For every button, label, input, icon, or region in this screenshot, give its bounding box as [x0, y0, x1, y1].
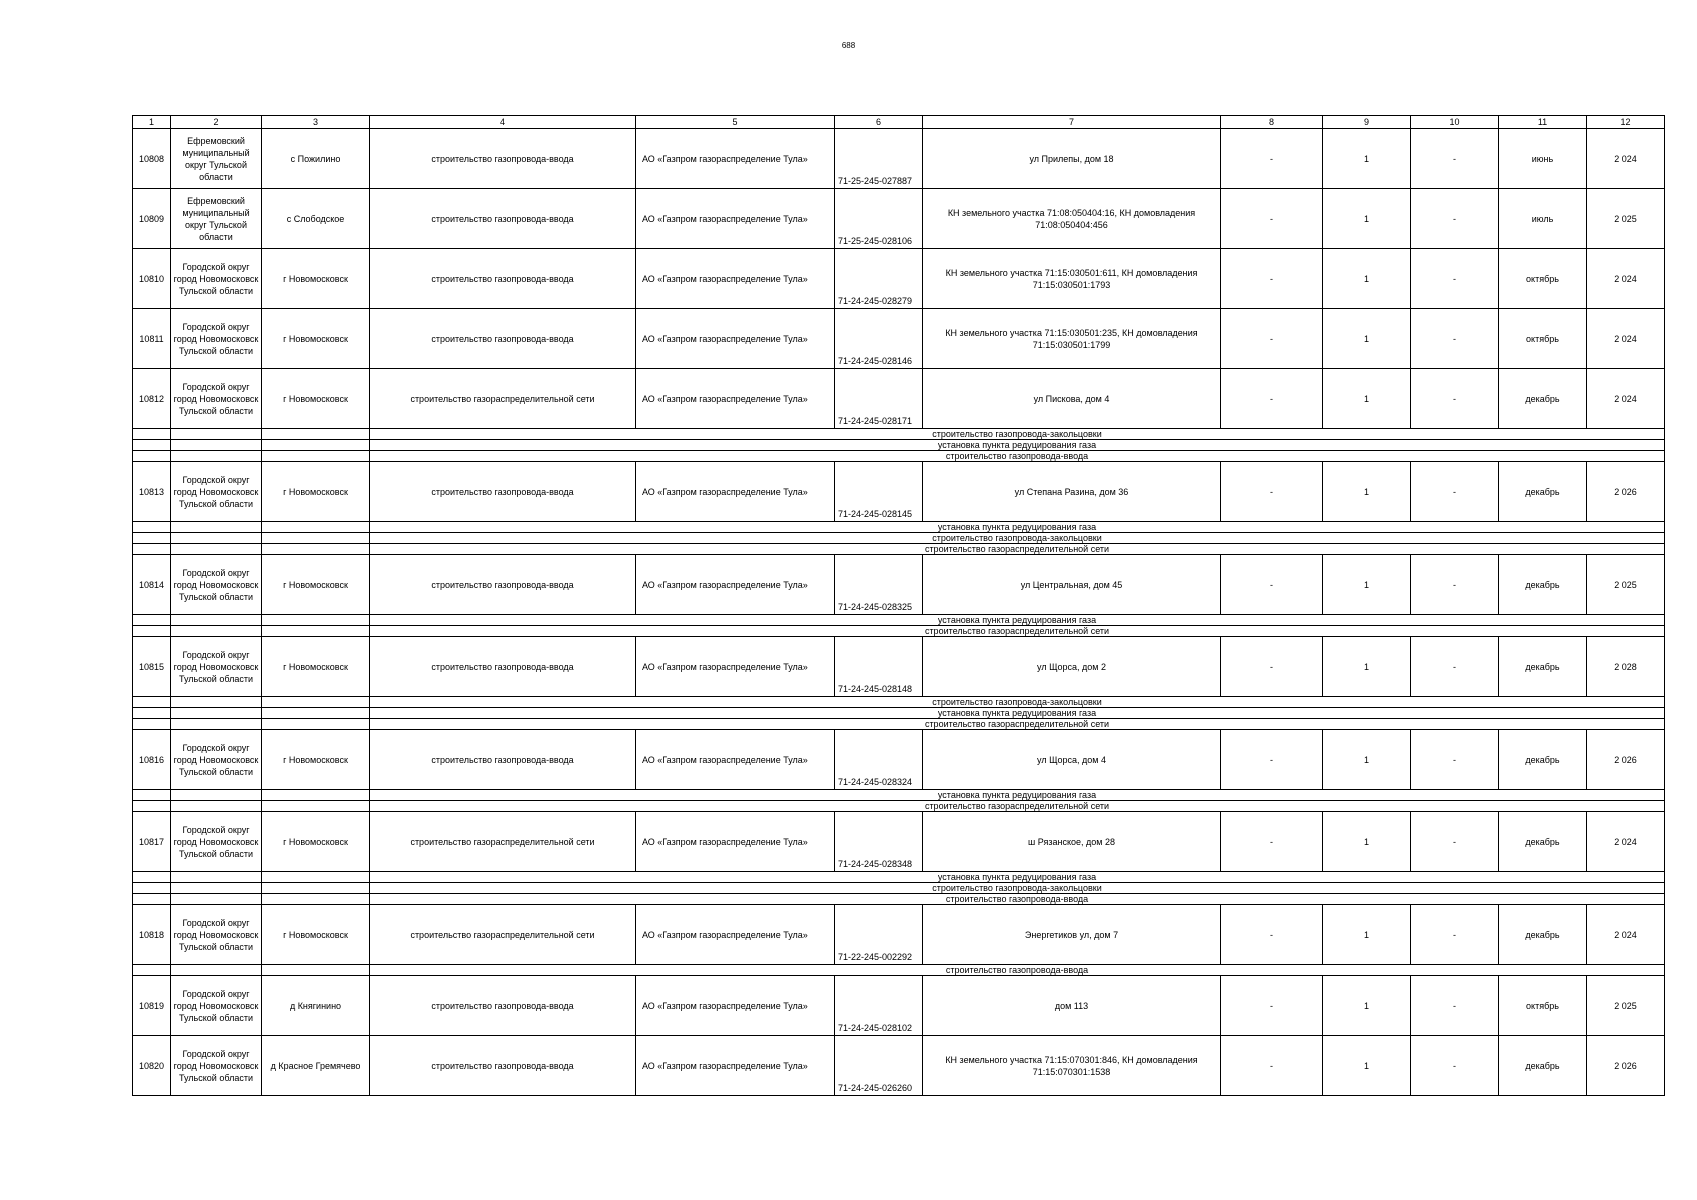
- sub-row: [133, 429, 1665, 440]
- object-code-cell: 71-24-245-028146: [835, 309, 923, 369]
- object-code-cell: 71-24-245-028102: [835, 976, 923, 1036]
- col10-cell: -: [1411, 555, 1499, 615]
- col9-cell: 1: [1323, 189, 1411, 249]
- sub-row-empty-cell: [262, 790, 370, 801]
- col9-cell: 1: [1323, 462, 1411, 522]
- month-cell: октябрь: [1499, 249, 1587, 309]
- locality-cell: г Новомосковск: [262, 555, 370, 615]
- object-code-cell: 71-24-245-028324: [835, 730, 923, 790]
- sub-work-type: установка пункта редуцирования газа: [370, 440, 1665, 451]
- year-cell: 2 026: [1587, 730, 1665, 790]
- address-cell: ул Пискова, дом 4: [923, 369, 1221, 429]
- sub-row: [133, 615, 1665, 626]
- sub-row: [133, 451, 1665, 462]
- address-cell: КН земельного участка 71:15:070301:846, КН домовладения 71:15:070301:1538: [923, 1036, 1221, 1096]
- object-code-cell: 71-25-245-027887: [835, 129, 923, 189]
- work-type-cell: строительство газопровода-ввода: [370, 1036, 636, 1096]
- locality-cell: г Новомосковск: [262, 462, 370, 522]
- work-type-cell: строительство газопровода-ввода: [370, 637, 636, 697]
- col9-cell: 1: [1323, 369, 1411, 429]
- row-number-cell: 10813: [133, 462, 171, 522]
- organization-cell: АО «Газпром газораспределение Тула»: [636, 730, 835, 790]
- sub-row-empty-cell: [171, 697, 262, 708]
- municipality-cell: Городской округ город Новомосковск Тульской области: [171, 730, 262, 790]
- sub-row-empty-cell: [171, 429, 262, 440]
- sub-row-empty-cell: [171, 522, 262, 533]
- year-cell: 2 028: [1587, 637, 1665, 697]
- locality-cell: г Новомосковск: [262, 637, 370, 697]
- col9-cell: 1: [1323, 309, 1411, 369]
- row-number-cell: 10808: [133, 129, 171, 189]
- sub-row-empty-cell: [133, 883, 171, 894]
- organization-cell: АО «Газпром газораспределение Тула»: [636, 812, 835, 872]
- column-header: 9: [1323, 116, 1411, 129]
- col10-cell: -: [1411, 249, 1499, 309]
- column-header: 5: [636, 116, 835, 129]
- sub-work-type: строительство газораспределительной сети: [370, 801, 1665, 812]
- work-type-cell: строительство газопровода-ввода: [370, 976, 636, 1036]
- sub-row: [133, 544, 1665, 555]
- year-cell: 2 024: [1587, 369, 1665, 429]
- table-row: [133, 812, 1665, 872]
- organization-cell: АО «Газпром газораспределение Тула»: [636, 369, 835, 429]
- column-header: 11: [1499, 116, 1587, 129]
- sub-row: [133, 533, 1665, 544]
- municipality-cell: Городской округ город Новомосковск Тульской области: [171, 309, 262, 369]
- address-cell: ул Прилепы, дом 18: [923, 129, 1221, 189]
- col10-cell: -: [1411, 812, 1499, 872]
- table-row: [133, 129, 1665, 189]
- year-cell: 2 024: [1587, 905, 1665, 965]
- col10-cell: -: [1411, 309, 1499, 369]
- year-cell: 2 026: [1587, 1036, 1665, 1096]
- sub-row-empty-cell: [133, 790, 171, 801]
- column-header: 1: [133, 116, 171, 129]
- work-type-cell: строительство газопровода-ввода: [370, 189, 636, 249]
- organization-cell: АО «Газпром газораспределение Тула»: [636, 905, 835, 965]
- col8-cell: -: [1221, 369, 1323, 429]
- row-number-cell: 10816: [133, 730, 171, 790]
- row-number-cell: 10809: [133, 189, 171, 249]
- sub-work-type: строительство газораспределительной сети: [370, 626, 1665, 637]
- sub-row-empty-cell: [262, 429, 370, 440]
- work-type-cell: строительство газопровода-ввода: [370, 730, 636, 790]
- organization-cell: АО «Газпром газораспределение Тула»: [636, 976, 835, 1036]
- row-number-cell: 10811: [133, 309, 171, 369]
- col8-cell: -: [1221, 309, 1323, 369]
- object-code-cell: 71-22-245-002292: [835, 905, 923, 965]
- col8-cell: -: [1221, 129, 1323, 189]
- sub-row-empty-cell: [133, 965, 171, 976]
- column-header: 6: [835, 116, 923, 129]
- sub-row-empty-cell: [133, 708, 171, 719]
- row-number-cell: 10812: [133, 369, 171, 429]
- col9-cell: 1: [1323, 730, 1411, 790]
- object-code-cell: 71-24-245-028279: [835, 249, 923, 309]
- month-cell: октябрь: [1499, 976, 1587, 1036]
- sub-row-empty-cell: [262, 451, 370, 462]
- municipality-cell: Ефремовский муниципальный округ Тульской области: [171, 189, 262, 249]
- locality-cell: г Новомосковск: [262, 812, 370, 872]
- month-cell: октябрь: [1499, 309, 1587, 369]
- sub-row-empty-cell: [133, 872, 171, 883]
- sub-work-type: строительство газопровода-ввода: [370, 965, 1665, 976]
- work-type-cell: строительство газопровода-ввода: [370, 249, 636, 309]
- municipality-cell: Ефремовский муниципальный округ Тульской области: [171, 129, 262, 189]
- row-number-cell: 10818: [133, 905, 171, 965]
- col8-cell: -: [1221, 637, 1323, 697]
- sub-work-type: строительство газопровода-закольцовки: [370, 883, 1665, 894]
- month-cell: декабрь: [1499, 462, 1587, 522]
- locality-cell: г Новомосковск: [262, 905, 370, 965]
- sub-row: [133, 440, 1665, 451]
- col8-cell: -: [1221, 249, 1323, 309]
- municipality-cell: Городской округ город Новомосковск Тульской области: [171, 976, 262, 1036]
- table-row: [133, 249, 1665, 309]
- table-row: [133, 462, 1665, 522]
- sub-row-empty-cell: [262, 872, 370, 883]
- locality-cell: г Новомосковск: [262, 369, 370, 429]
- sub-work-type: установка пункта редуцирования газа: [370, 790, 1665, 801]
- col8-cell: -: [1221, 730, 1323, 790]
- col9-cell: 1: [1323, 976, 1411, 1036]
- sub-row-empty-cell: [171, 440, 262, 451]
- sub-row-empty-cell: [133, 522, 171, 533]
- sub-row-empty-cell: [262, 440, 370, 451]
- sub-row-empty-cell: [262, 708, 370, 719]
- object-code-cell: 71-24-245-028171: [835, 369, 923, 429]
- sub-row-empty-cell: [133, 697, 171, 708]
- registry-table: [132, 115, 1665, 1096]
- object-code-cell: 71-24-245-028348: [835, 812, 923, 872]
- table-row: [133, 369, 1665, 429]
- sub-row-empty-cell: [262, 615, 370, 626]
- col10-cell: -: [1411, 369, 1499, 429]
- table-row: [133, 905, 1665, 965]
- sub-row-empty-cell: [171, 615, 262, 626]
- month-cell: декабрь: [1499, 555, 1587, 615]
- municipality-cell: Городской округ город Новомосковск Тульской области: [171, 555, 262, 615]
- col10-cell: -: [1411, 129, 1499, 189]
- sub-row-empty-cell: [171, 965, 262, 976]
- sub-row: [133, 522, 1665, 533]
- column-header: 4: [370, 116, 636, 129]
- locality-cell: г Новомосковск: [262, 309, 370, 369]
- locality-cell: д Красное Гремячево: [262, 1036, 370, 1096]
- municipality-cell: Городской округ город Новомосковск Тульской области: [171, 812, 262, 872]
- sub-row-empty-cell: [171, 544, 262, 555]
- address-cell: дом 113: [923, 976, 1221, 1036]
- sub-row-empty-cell: [171, 626, 262, 637]
- row-number-cell: 10817: [133, 812, 171, 872]
- object-code-cell: 71-24-245-028145: [835, 462, 923, 522]
- sub-work-type: строительство газопровода-закольцовки: [370, 533, 1665, 544]
- organization-cell: АО «Газпром газораспределение Тула»: [636, 249, 835, 309]
- sub-row-empty-cell: [133, 894, 171, 905]
- address-cell: ул Центральная, дом 45: [923, 555, 1221, 615]
- organization-cell: АО «Газпром газораспределение Тула»: [636, 1036, 835, 1096]
- sub-row: [133, 697, 1665, 708]
- sub-row-empty-cell: [262, 801, 370, 812]
- sub-row-empty-cell: [133, 533, 171, 544]
- sub-row-empty-cell: [171, 883, 262, 894]
- sub-work-type: строительство газопровода-ввода: [370, 451, 1665, 462]
- sub-row-empty-cell: [133, 544, 171, 555]
- col8-cell: -: [1221, 905, 1323, 965]
- sub-row-empty-cell: [133, 440, 171, 451]
- col8-cell: -: [1221, 1036, 1323, 1096]
- column-header: 3: [262, 116, 370, 129]
- col10-cell: -: [1411, 637, 1499, 697]
- sub-row-empty-cell: [133, 429, 171, 440]
- table-row: [133, 1036, 1665, 1096]
- municipality-cell: Городской округ город Новомосковск Тульской области: [171, 462, 262, 522]
- work-type-cell: строительство газораспределительной сети: [370, 812, 636, 872]
- object-code-cell: 71-24-245-026260: [835, 1036, 923, 1096]
- sub-row-empty-cell: [171, 708, 262, 719]
- sub-work-type: строительство газопровода-закольцовки: [370, 429, 1665, 440]
- sub-row-empty-cell: [262, 719, 370, 730]
- work-type-cell: строительство газопровода-ввода: [370, 309, 636, 369]
- municipality-cell: Городской округ город Новомосковск Тульской области: [171, 1036, 262, 1096]
- table-row: [133, 309, 1665, 369]
- address-cell: КН земельного участка 71:15:030501:235, КН домовладения 71:15:030501:1799: [923, 309, 1221, 369]
- sub-row-empty-cell: [171, 894, 262, 905]
- locality-cell: г Новомосковск: [262, 730, 370, 790]
- table-row: [133, 730, 1665, 790]
- address-cell: ул Степана Разина, дом 36: [923, 462, 1221, 522]
- col8-cell: -: [1221, 189, 1323, 249]
- sub-row-empty-cell: [133, 615, 171, 626]
- year-cell: 2 024: [1587, 309, 1665, 369]
- sub-row-empty-cell: [262, 883, 370, 894]
- sub-row: [133, 790, 1665, 801]
- sub-row-empty-cell: [262, 894, 370, 905]
- object-code-cell: 71-24-245-028325: [835, 555, 923, 615]
- address-cell: Энергетиков ул, дом 7: [923, 905, 1221, 965]
- sub-row: [133, 872, 1665, 883]
- month-cell: декабрь: [1499, 1036, 1587, 1096]
- col10-cell: -: [1411, 462, 1499, 522]
- col10-cell: -: [1411, 905, 1499, 965]
- work-type-cell: строительство газопровода-ввода: [370, 129, 636, 189]
- col10-cell: -: [1411, 730, 1499, 790]
- work-type-cell: строительство газораспределительной сети: [370, 369, 636, 429]
- sub-row: [133, 965, 1665, 976]
- row-number-cell: 10810: [133, 249, 171, 309]
- sub-row: [133, 719, 1665, 730]
- sub-work-type: установка пункта редуцирования газа: [370, 872, 1665, 883]
- col8-cell: -: [1221, 976, 1323, 1036]
- sub-row-empty-cell: [262, 522, 370, 533]
- sub-row: [133, 801, 1665, 812]
- sub-row-empty-cell: [133, 451, 171, 462]
- col8-cell: -: [1221, 555, 1323, 615]
- row-number-cell: 10814: [133, 555, 171, 615]
- sub-work-type: строительство газораспределительной сети: [370, 544, 1665, 555]
- sub-row-empty-cell: [171, 790, 262, 801]
- organization-cell: АО «Газпром газораспределение Тула»: [636, 189, 835, 249]
- year-cell: 2 025: [1587, 189, 1665, 249]
- organization-cell: АО «Газпром газораспределение Тула»: [636, 637, 835, 697]
- row-number-cell: 10815: [133, 637, 171, 697]
- column-header: 2: [171, 116, 262, 129]
- locality-cell: с Слободское: [262, 189, 370, 249]
- col9-cell: 1: [1323, 129, 1411, 189]
- sub-row: [133, 708, 1665, 719]
- municipality-cell: Городской округ город Новомосковск Тульской области: [171, 369, 262, 429]
- address-cell: КН земельного участка 71:08:050404:16, КН домовладения 71:08:050404:456: [923, 189, 1221, 249]
- sub-work-type: установка пункта редуцирования газа: [370, 708, 1665, 719]
- sub-work-type: установка пункта редуцирования газа: [370, 615, 1665, 626]
- header-row: [133, 116, 1665, 129]
- sub-row-empty-cell: [262, 697, 370, 708]
- work-type-cell: строительство газораспределительной сети: [370, 905, 636, 965]
- col10-cell: -: [1411, 189, 1499, 249]
- month-cell: июль: [1499, 189, 1587, 249]
- municipality-cell: Городской округ город Новомосковск Тульской области: [171, 249, 262, 309]
- work-type-cell: строительство газопровода-ввода: [370, 462, 636, 522]
- month-cell: декабрь: [1499, 637, 1587, 697]
- month-cell: декабрь: [1499, 905, 1587, 965]
- col10-cell: -: [1411, 976, 1499, 1036]
- sub-row-empty-cell: [262, 965, 370, 976]
- sub-work-type: строительство газораспределительной сети: [370, 719, 1665, 730]
- col9-cell: 1: [1323, 555, 1411, 615]
- row-number-cell: 10819: [133, 976, 171, 1036]
- row-number-cell: 10820: [133, 1036, 171, 1096]
- col9-cell: 1: [1323, 812, 1411, 872]
- sub-row-empty-cell: [262, 533, 370, 544]
- sub-row-empty-cell: [171, 533, 262, 544]
- col9-cell: 1: [1323, 249, 1411, 309]
- locality-cell: г Новомосковск: [262, 249, 370, 309]
- col9-cell: 1: [1323, 905, 1411, 965]
- sub-row-empty-cell: [171, 801, 262, 812]
- organization-cell: АО «Газпром газораспределение Тула»: [636, 309, 835, 369]
- year-cell: 2 024: [1587, 249, 1665, 309]
- sub-row-empty-cell: [171, 451, 262, 462]
- municipality-cell: Городской округ город Новомосковск Тульской области: [171, 637, 262, 697]
- municipality-cell: Городской округ город Новомосковск Тульской области: [171, 905, 262, 965]
- sub-row-empty-cell: [133, 626, 171, 637]
- organization-cell: АО «Газпром газораспределение Тула»: [636, 555, 835, 615]
- col8-cell: -: [1221, 812, 1323, 872]
- column-header: 8: [1221, 116, 1323, 129]
- sub-row: [133, 883, 1665, 894]
- sub-work-type: строительство газопровода-закольцовки: [370, 697, 1665, 708]
- sub-work-type: установка пункта редуцирования газа: [370, 522, 1665, 533]
- month-cell: декабрь: [1499, 812, 1587, 872]
- column-header: 7: [923, 116, 1221, 129]
- page-number: 688: [841, 41, 856, 50]
- year-cell: 2 026: [1587, 462, 1665, 522]
- col10-cell: -: [1411, 1036, 1499, 1096]
- organization-cell: АО «Газпром газораспределение Тула»: [636, 129, 835, 189]
- object-code-cell: 71-25-245-028106: [835, 189, 923, 249]
- sub-row: [133, 626, 1665, 637]
- col9-cell: 1: [1323, 637, 1411, 697]
- object-code-cell: 71-24-245-028148: [835, 637, 923, 697]
- year-cell: 2 025: [1587, 555, 1665, 615]
- year-cell: 2 025: [1587, 976, 1665, 1036]
- sub-row-empty-cell: [262, 544, 370, 555]
- year-cell: 2 024: [1587, 812, 1665, 872]
- address-cell: КН земельного участка 71:15:030501:611, КН домовладения 71:15:030501:1793: [923, 249, 1221, 309]
- sub-row-empty-cell: [262, 626, 370, 637]
- table-row: [133, 189, 1665, 249]
- col8-cell: -: [1221, 462, 1323, 522]
- year-cell: 2 024: [1587, 129, 1665, 189]
- table-row: [133, 555, 1665, 615]
- sub-row-empty-cell: [171, 872, 262, 883]
- table-row: [133, 976, 1665, 1036]
- month-cell: июнь: [1499, 129, 1587, 189]
- month-cell: декабрь: [1499, 730, 1587, 790]
- sub-work-type: строительство газопровода-ввода: [370, 894, 1665, 905]
- column-header: 10: [1411, 116, 1499, 129]
- col9-cell: 1: [1323, 1036, 1411, 1096]
- locality-cell: с Пожилино: [262, 129, 370, 189]
- address-cell: ш Рязанское, дом 28: [923, 812, 1221, 872]
- locality-cell: д Княгинино: [262, 976, 370, 1036]
- column-header: 12: [1587, 116, 1665, 129]
- work-type-cell: строительство газопровода-ввода: [370, 555, 636, 615]
- month-cell: декабрь: [1499, 369, 1587, 429]
- sub-row-empty-cell: [133, 801, 171, 812]
- table-row: [133, 637, 1665, 697]
- organization-cell: АО «Газпром газораспределение Тула»: [636, 462, 835, 522]
- address-cell: ул Щорса, дом 4: [923, 730, 1221, 790]
- address-cell: ул Щорса, дом 2: [923, 637, 1221, 697]
- sub-row-empty-cell: [133, 719, 171, 730]
- sub-row-empty-cell: [171, 719, 262, 730]
- sub-row: [133, 894, 1665, 905]
